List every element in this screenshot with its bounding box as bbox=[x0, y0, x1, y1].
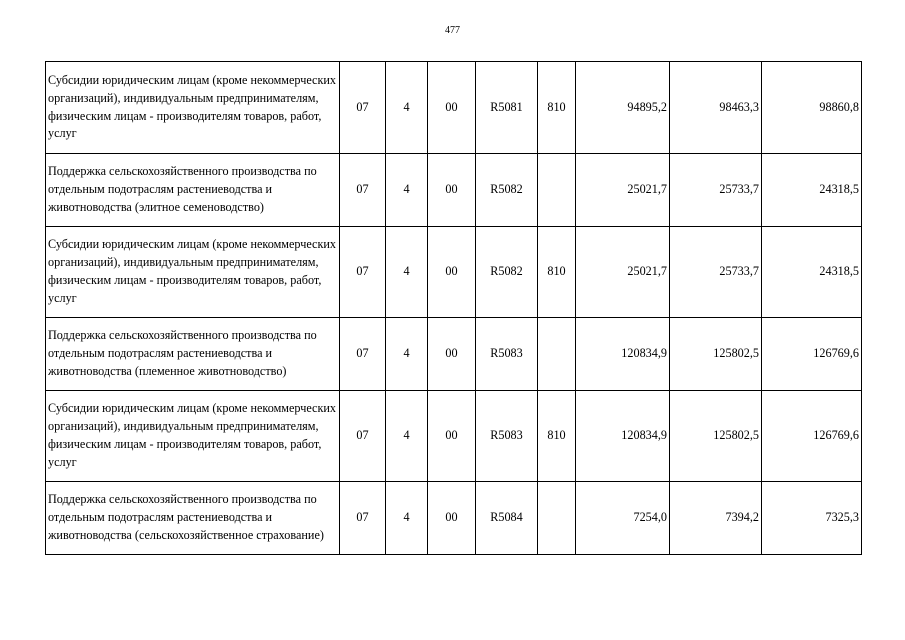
section-code: 07 bbox=[340, 154, 386, 227]
amount-year-2: 25733,7 bbox=[670, 154, 762, 227]
expense-type bbox=[538, 482, 576, 555]
row-description: Поддержка сельскохозяйственного производства по отдельным подотраслям растениеводства и животноводства (сельскохозяйственное страхование) bbox=[46, 482, 340, 555]
amount-year-2: 125802,5 bbox=[670, 318, 762, 391]
section-code: 07 bbox=[340, 227, 386, 318]
program-subcode: 00 bbox=[428, 318, 476, 391]
row-description: Субсидии юридическим лицам (кроме некоммерческих организаций), индивидуальным предпринимателям, физическим лицам - производителям товаров, работ, услуг bbox=[46, 391, 340, 482]
program-subcode: 00 bbox=[428, 62, 476, 154]
row-description: Субсидии юридическим лицам (кроме некоммерческих организаций), индивидуальным предпринимателям, физическим лицам - производителям товаров, работ, услуг bbox=[46, 62, 340, 154]
program-subcode: 00 bbox=[428, 227, 476, 318]
subsection-code: 4 bbox=[386, 227, 428, 318]
subsection-code: 4 bbox=[386, 318, 428, 391]
target-code: R5081 bbox=[476, 62, 538, 154]
section-code: 07 bbox=[340, 391, 386, 482]
amount-year-1: 25021,7 bbox=[576, 154, 670, 227]
amount-year-2: 125802,5 bbox=[670, 391, 762, 482]
amount-year-1: 120834,9 bbox=[576, 318, 670, 391]
table-row bbox=[46, 154, 862, 227]
page-number: 477 bbox=[445, 25, 460, 36]
amount-year-3: 98860,8 bbox=[762, 62, 862, 154]
target-code: R5083 bbox=[476, 391, 538, 482]
program-subcode: 00 bbox=[428, 482, 476, 555]
target-code: R5084 bbox=[476, 482, 538, 555]
amount-year-2: 7394,2 bbox=[670, 482, 762, 555]
expense-type: 810 bbox=[538, 391, 576, 482]
program-subcode: 00 bbox=[428, 391, 476, 482]
expense-type bbox=[538, 318, 576, 391]
subsection-code: 4 bbox=[386, 62, 428, 154]
target-code: R5082 bbox=[476, 227, 538, 318]
section-code: 07 bbox=[340, 62, 386, 154]
amount-year-1: 120834,9 bbox=[576, 391, 670, 482]
table-row bbox=[46, 227, 862, 318]
table-row bbox=[46, 482, 862, 555]
row-description: Поддержка сельскохозяйственного производства по отдельным подотраслям растениеводства и животноводства (племенное животноводство) bbox=[46, 318, 340, 391]
table-row bbox=[46, 318, 862, 391]
subsection-code: 4 bbox=[386, 482, 428, 555]
amount-year-3: 24318,5 bbox=[762, 227, 862, 318]
row-description: Поддержка сельскохозяйственного производства по отдельным подотраслям растениеводства и животноводства (элитное семеноводство) bbox=[46, 154, 340, 227]
amount-year-3: 126769,6 bbox=[762, 391, 862, 482]
expense-type bbox=[538, 154, 576, 227]
amount-year-1: 25021,7 bbox=[576, 227, 670, 318]
section-code: 07 bbox=[340, 318, 386, 391]
target-code: R5082 bbox=[476, 154, 538, 227]
expense-type: 810 bbox=[538, 62, 576, 154]
amount-year-1: 7254,0 bbox=[576, 482, 670, 555]
subsection-code: 4 bbox=[386, 391, 428, 482]
table-row bbox=[46, 391, 862, 482]
table-row bbox=[46, 62, 862, 154]
amount-year-3: 24318,5 bbox=[762, 154, 862, 227]
amount-year-3: 126769,6 bbox=[762, 318, 862, 391]
section-code: 07 bbox=[340, 482, 386, 555]
subsection-code: 4 bbox=[386, 154, 428, 227]
budget-table bbox=[45, 61, 862, 555]
amount-year-3: 7325,3 bbox=[762, 482, 862, 555]
amount-year-2: 25733,7 bbox=[670, 227, 762, 318]
target-code: R5083 bbox=[476, 318, 538, 391]
program-subcode: 00 bbox=[428, 154, 476, 227]
amount-year-2: 98463,3 bbox=[670, 62, 762, 154]
expense-type: 810 bbox=[538, 227, 576, 318]
amount-year-1: 94895,2 bbox=[576, 62, 670, 154]
row-description: Субсидии юридическим лицам (кроме некоммерческих организаций), индивидуальным предпринимателям, физическим лицам - производителям товаров, работ, услуг bbox=[46, 227, 340, 318]
